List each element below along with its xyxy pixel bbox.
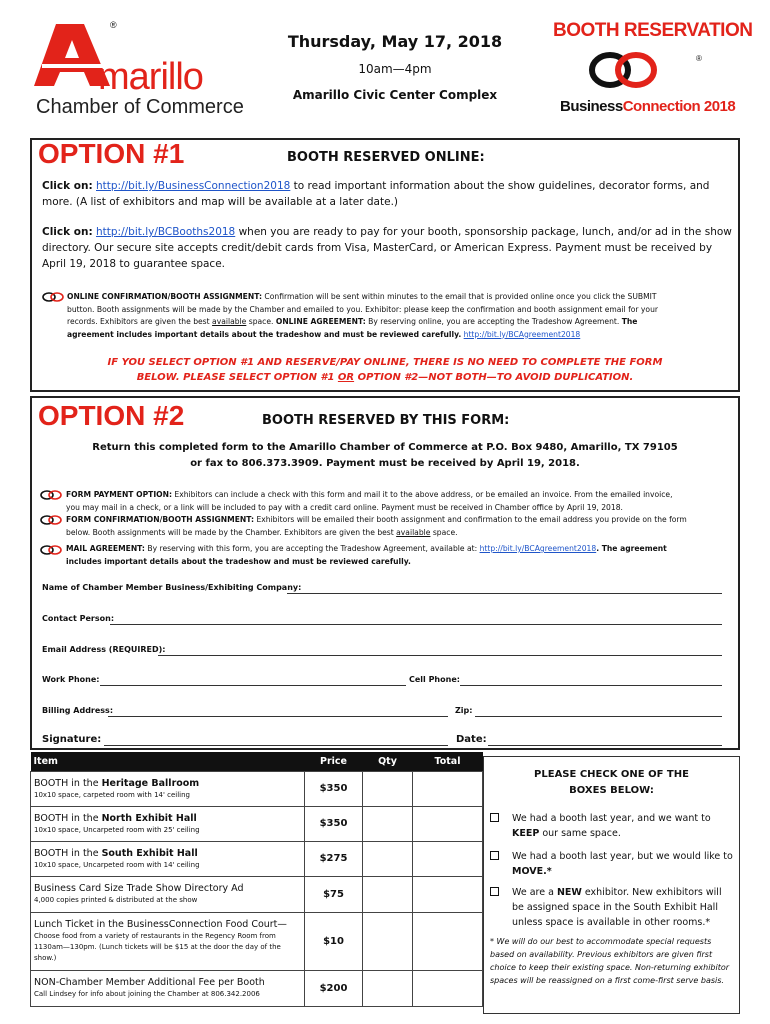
logo-subtitle: Chamber of Commerce [36,96,244,118]
total-cell[interactable] [413,970,483,1006]
total-cell[interactable] [413,806,483,841]
column-header-item: Item [31,752,305,771]
logo-wordmark: marillo [98,56,203,98]
contact-field[interactable] [110,624,722,625]
price-cell: $350 [305,771,363,806]
option-2-title: OPTION #2 [38,400,185,431]
option-1-paragraph-1: Click on: http://bit.ly/BusinessConnection2018 to read important information about the show guidelines, decorator forms, and more. (A list of exhibitors and map will be available at a later date.) [42,180,710,208]
contact-label: Contact Person: [42,614,115,623]
total-cell[interactable] [413,876,483,912]
show-info-link[interactable]: http://bit.ly/BusinessConnection2018 [96,180,291,192]
signature-label: Signature: [42,734,102,745]
qty-cell[interactable] [363,912,413,970]
qty-cell[interactable] [363,841,413,876]
checklist-title: PLEASE CHECK ONE OF THE BOXES BELOW: [534,769,689,796]
zip-label: Zip: [455,706,473,715]
rings-bullet-icon [42,292,64,302]
email-label: Email Address (REQUIRED): [42,645,166,654]
rings-bullet-icon [40,515,62,525]
zip-field[interactable] [475,716,722,717]
table-row: Lunch Ticket in the BusinessConnection Food Court— Choose food from a variety of restaurants in the Regency Room from 1130am—130pm. (Lunch tickets will be $15 at the door the day of the show.) $10 [31,912,483,970]
billing-field[interactable] [108,716,448,717]
new-exhibitor-checkbox[interactable] [490,887,499,896]
company-field[interactable] [287,593,722,594]
table-row: BOOTH in the North Exhibit Hall 10x10 space, Uncarpeted room with 25' ceiling $350 [31,806,483,841]
price-cell: $275 [305,841,363,876]
column-header-qty: Qty [363,752,413,771]
option-1-title: OPTION #1 [38,138,185,169]
registered-mark: ® [110,20,117,30]
email-field[interactable] [158,655,722,656]
option-1-heading: BOOTH RESERVED ONLINE: [287,150,485,165]
total-cell[interactable] [413,771,483,806]
form-payment-note: FORM PAYMENT OPTION: Exhibitors can include a check with this form and mail it to the above address, or be emailed an invoice. From the emailed invoice, you may mail in a check, or a link will be included to pay with a credit card online. Payment must be received in Chamber office by April 19, 2018. [66,490,673,512]
event-time: 10am—4pm [358,62,432,76]
event-date: Thursday, May 17, 2018 [287,32,503,51]
table-row: Business Card Size Trade Show Directory Ad 4,000 copies printed & distributed at the show $75 [31,876,483,912]
option-1-paragraph-2: Click on: http://bit.ly/BCBooths2018 when you are ready to pay for your booth, sponsorship package, lunch, and/or ad in the show directory. Our secure site accepts credit/debit cards from Visa, MasterCard, or American Express. Payment must be received by April 19, 2018 to guarantee space. [42,226,732,270]
return-instructions: Return this completed form to the Amarillo Chamber of Commerce at P.O. Box 9480, Amarillo, TX 79105 or fax to 806.373.3909. Payment must be received by April 19, 2018. [92,442,678,469]
qty-cell[interactable] [363,876,413,912]
total-cell[interactable] [413,912,483,970]
booths-payment-link[interactable]: http://bit.ly/BCBooths2018 [96,226,236,238]
date-field[interactable] [488,745,722,746]
date-label: Date: [456,734,487,745]
table-row: NON-Chamber Member Additional Fee per Booth Call Lindsey for info about joining the Chamber at 806.342.2006 $200 [31,970,483,1006]
keep-space-checkbox[interactable] [490,813,499,822]
qty-cell[interactable] [363,806,413,841]
rings-bullet-icon [40,545,62,555]
qty-cell[interactable] [363,771,413,806]
table-row: BOOTH in the South Exhibit Hall 10x10 space, Uncarpeted room with 14' ceiling $275 [31,841,483,876]
mail-agreement-note: MAIL AGREEMENT: By reserving with this form, you are accepting the Tradeshow Agreement, available at: http://bit.ly/BCAgreement2018. The agreement includes important details about the tradeshow and must be reviewed carefully. [66,544,667,566]
option-2-heading: BOOTH RESERVED BY THIS FORM: [262,413,510,428]
new-exhibitor-option: We are a NEW exhibitor. New exhibitors will be assigned space in the South Exhibit Hall unless space is available in other rooms.* [490,885,735,930]
total-cell[interactable] [413,841,483,876]
price-cell: $350 [305,806,363,841]
cell-phone-label: Cell Phone: [409,675,460,684]
move-space-checkbox[interactable] [490,851,499,860]
price-cell: $200 [305,970,363,1006]
work-phone-label: Work Phone: [42,675,100,684]
special-requests-note: * We will do our best to accommodate special requests based on availability. Previous exhibitors are given first choice to keep their existing space. Non-returning exhibitor spaces will be reassigned on a first come-first serve basis. [490,937,730,985]
duplicate-warning: IF YOU SELECT OPTION #1 AND RESERVE/PAY ONLINE, THERE IS NO NEED TO COMPLETE THE FORM BELOW. PLEASE SELECT OPTION #1 OR OPTION #2—NOT BOTH—TO AVOID DUPLICATION. [107,357,663,383]
column-header-price: Price [305,752,363,771]
qty-cell[interactable] [363,970,413,1006]
company-label: Name of Chamber Member Business/Exhibiting Company: [42,583,302,592]
business-connection-logo-text: BusinessConnection 2018 [560,98,736,115]
form-confirmation-note: FORM CONFIRMATION/BOOTH ASSIGNMENT: Exhibitors will be emailed their booth assignment and confirmation to the email address you provide on the form below. Booth assignments will be made by the Chamber. Exhibitors are given the best available space. [66,515,687,537]
signature-field[interactable] [104,745,448,746]
billing-label: Billing Address: [42,706,114,715]
column-header-total: Total [413,752,483,771]
price-cell: $75 [305,876,363,912]
move-space-option: We had a booth last year, but we would like to MOVE.* [490,849,735,879]
agreement-link[interactable]: http://bit.ly/BCAgreement2018 [463,329,581,339]
business-connection-rings-icon [588,50,658,90]
price-cell: $10 [305,912,363,970]
pricing-table [30,752,483,1007]
table-row: BOOTH in the Heritage Ballroom 10x10 space, carpeted room with 14' ceiling $350 [31,771,483,806]
booth-preference-box [483,756,740,1014]
booth-reservation-title: BOOTH RESERVATION [553,20,753,41]
agreement-link[interactable]: http://bit.ly/BCAgreement2018 [479,544,597,553]
keep-space-option: We had a booth last year, and we want to KEEP our same space. [490,811,735,841]
event-venue: Amarillo Civic Center Complex [292,88,498,102]
work-phone-field[interactable] [100,685,406,686]
rings-bullet-icon [40,490,62,500]
cell-phone-field[interactable] [460,685,722,686]
registered-mark: ® [696,54,702,63]
online-confirmation-note: ONLINE CONFIRMATION/BOOTH ASSIGNMENT: Confirmation will be sent within minutes to the email that is provided online once you click the SUBMIT button. Booth assignments will be made by the Chamber and emailed to you. Exhibitor: please keep the confirmation and booth assignment email for your records. Exhibitors are given the best available space. ONLINE AGREEMENT: By reserving online, you are accepting the Tradeshow Agreement. The agreement includes important details about the tradeshow and must be reviewed carefully. http://bit.ly/BCAgreement2018 [67,292,659,339]
